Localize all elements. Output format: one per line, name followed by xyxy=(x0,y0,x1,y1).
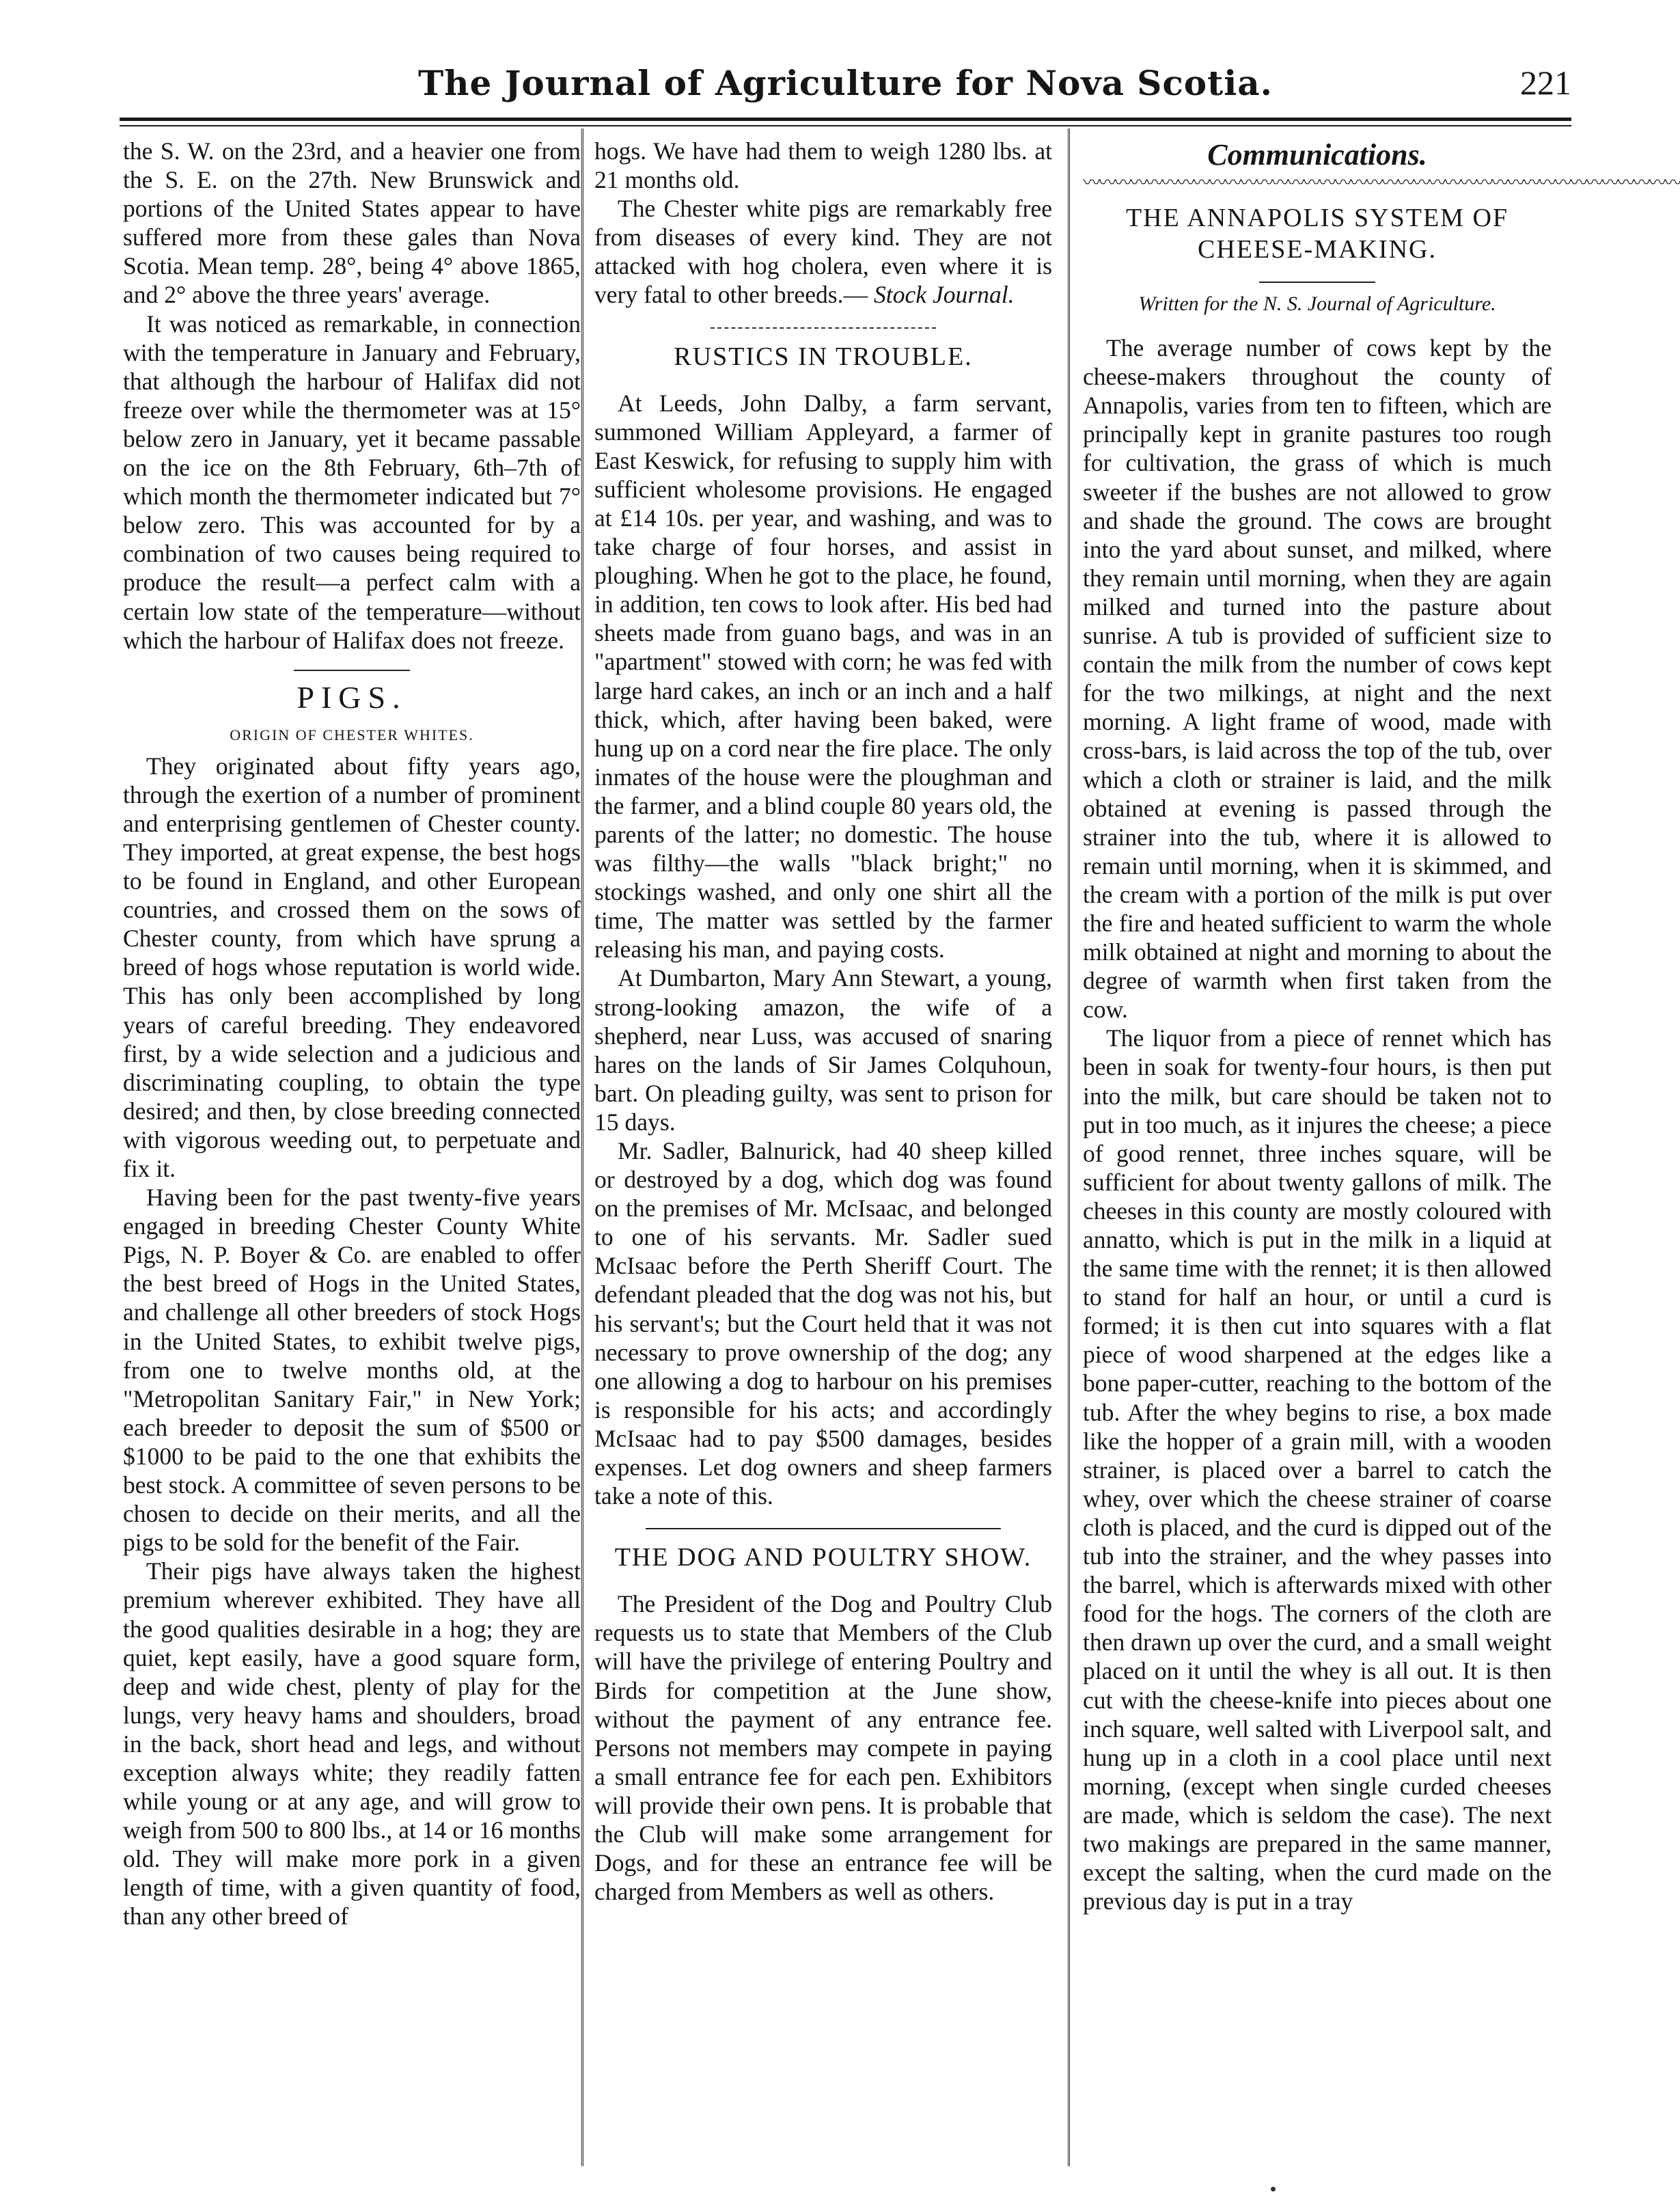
weather-paragraph-continued: the S. W. on the 23rd, and a heavier one from the S. E. on the 27th. New Brunswick and portions of the United States appear to have suffered more from these gales than Nova Scotia. Mean temp. 28°, being 4° above 1865, and 2° above the three years' average. xyxy=(123,137,581,309)
pigs-paragraph-challenge: Having been for the past twenty-five years engaged in breeding Chester County White Pigs, N. P. Boyer & Co. are enabled to offer the best breed of Hogs in the United States, and challenge all other breeders of stock Hogs in the United States, to exhibit twelve pigs, from one to twelve months old, at the "Metropolitan Sanitary Fair," in New York; each breeder to deposit the sum of $500 or $1000 to be paid to the one that exhibits the best stock. A committee of seven persons to be chosen to decide on their merits, and all the pigs to be sold for the benefit of the Fair. xyxy=(123,1184,581,1557)
section-rule-dashed xyxy=(711,327,936,329)
column-middle xyxy=(594,137,1052,2159)
wavy-rule: 〰〰〰〰〰〰〰〰〰〰〰〰〰〰〰〰〰〰〰〰〰〰〰〰〰〰〰〰〰〰〰〰〰〰〰〰〰〰 xyxy=(1083,173,1680,193)
cheese-paragraph-rennet: The liquor from a piece of rennet which has been in soak for twenty-four hours, is then put into the milk, but care should be taken not to put in too much, as it injures the cheese; a piece of good rennet, three inches square, will be sufficient for about twenty gallons of milk. The cheeses in this county are mostly coloured with annatto, which is put in the milk in a liquid at the same time with the rennet; it is then allowed to stand for half an hour, or until a curd is formed; it is then cut into squares with a flat piece of wood sharpened at the edges like a bone paper-cutter, reaching to the bottom of the tub. After the whey begins to rise, a box made like the hopper of a grain mill, with a wooden strainer, is placed over a barrel to catch the whey, over which the cheese strainer of coarse cloth is placed, and the curd is dipped out of the tub into the strainer, and the whey passes into the barrel, which is afterwards mixed with other food for the hogs. The corners of the cloth are then drawn up over the curd, and a small weight placed on it until the whey is all out. It is then cut with the cheese-knife into pieces about one inch square, well salted with Liverpool salt, and hung up in a cloth in a cool place until next morning, (except when single curded cheeses are made, which is seldom the case). The next two makings are prepared in the same manner, except the salting, when the curd made on the previous day is put in a tray xyxy=(1083,1024,1552,1915)
running-title: The Journal of Agriculture for Nova Scotia. xyxy=(417,63,1273,103)
header-rule-thick xyxy=(120,118,1571,121)
cheese-heading: THE ANNAPOLIS SYSTEM OF CHEESE-MAKING. xyxy=(1125,204,1509,264)
pigs-paragraph-qualities: Their pigs have always taken the highest premium wherever exhibited. They have all the good qualities desirable in a hog; they are quiet, kept easily, have a good square form, deep and wide chest, plenty of play for the lungs, very heavy hams and shoulders, broad in the back, short head and legs, and without exception always white; they readily fatten while young or at any age, and will grow to weigh from 500 to 800 lbs., at 14 or 16 months old. They will make more pork in a given length of time, with a given quantity of food, than any other breed of xyxy=(123,1557,581,1930)
cheese-paragraph-cows: The average number of cows kept by the cheese-makers throughout the county of Annapolis, varies from ten to fifteen, which are principally kept in granite pastures too rough for cultivation, the grass of which is much sweeter if the bushes are not allowed to grow and shade the ground. The cows are brought into the yard about sunset, and milked, where they remain until morning, when they are again milked and turned into the pasture about sunrise. A tub is provided of sufficient size to contain the milk from the number of cows kept for the two milkings, at night and the next morning. A light frame of wood, made with cross-bars, is laid across the top of the tub, over which a cloth or strainer is laid, and the milk obtained at evening is passed through the strainer into the tub, where it is allowed to remain until morning, when it is skimmed, and the cream with a portion of the milk is put over the fire and heated sufficient to warm the whole milk obtained at night and morning to about the degree of warmth when first taken from the cow. xyxy=(1083,334,1552,1024)
pigs-heading: PIGS. xyxy=(297,679,407,715)
page-header xyxy=(120,60,1571,115)
pigs-paragraph-disease xyxy=(594,194,1052,309)
dog-show-paragraph: The President of the Dog and Poultry Club requests us to state that Members of the Club will have the privilege of entering Poultry and Birds for competition at the June show, without the payment of any entrance fee. Persons not members may compete in paying a small entrance fee for each pen. Exhibitors will provide their own pens. It is probable that the Club will make some arrangement for Dogs, and for these an entrance fee will be charged from Members as well as others. xyxy=(594,1590,1052,1906)
rustics-heading: RUSTICS IN TROUBLE. xyxy=(674,342,973,371)
rustics-paragraph-dumbarton: At Dumbarton, Mary Ann Stewart, a young, strong-looking amazon, the wife of a shepherd, near Luss, was accused of snaring hares on the lands of Sir James Colquhoun, bart. On pleading guilty, was sent to prison for 15 days. xyxy=(594,964,1052,1136)
page-number: 221 xyxy=(1520,64,1571,102)
harbour-paragraph: It was noticed as remarkable, in connection with the temperature in January and February, that although the harbour of Halifax did not freeze over while the thermometer was at 15° below zero in January, yet it became passable on the ice on the 8th February, 6th–7th of which month the thermometer indicated but 7° below zero. This was accounted for by a combination of two causes being required to produce the result—a perfect calm with a certain low state of the temperature—without which the harbour of Halifax does not freeze. xyxy=(123,310,581,654)
column-divider-right xyxy=(1068,128,1072,2166)
disease-text: The Chester white pigs are remarkably free from diseases of every kind. They are not attacked with hog cholera, even where it is very fatal to other breeds.— xyxy=(594,195,1052,309)
header-rule-thin xyxy=(120,125,1571,126)
byline: Written for the N. S. Journal of Agriculture. xyxy=(1138,292,1496,315)
column-right xyxy=(1083,137,1680,2159)
pigs-paragraph-continued: hogs. We have had them to weigh 1280 lbs. at 21 months old. xyxy=(594,137,1052,194)
rustics-paragraph-leeds: At Leeds, John Dalby, a farm servant, summoned William Appleyard, a farmer of East Keswick, for refusing to supply him with sufficient wholesome provisions. He engaged at £14 10s. per year, and washing, and was to take charge of four horses, and assist in ploughing. When he got to the place, he found, in addition, ten cows to look after. His bed had sheets made from guano bags, and was in an "apartment" stowed with corn; he was fed with large hard cakes, an inch or an inch and a half thick, which, after having been baked, were hung up on a cord near the fire place. The only inmates of the house were the ploughman and the farmer, and a blind couple 80 years old, the parents of the latter; no domestic. The house was filthy—the walls "black bright;" no stockings washed, and only one shirt all the time, The matter was settled by the farmer releasing his man, and paying costs. xyxy=(594,389,1052,964)
rustics-paragraph-sadler: Mr. Sadler, Balnurick, had 40 sheep killed or destroyed by a dog, which dog was found on the premises of Mr. McIsaac, and belonged to one of his servants. Mr. Sadler sued McIsaac before the Perth Sheriff Court. The defendant pleaded that the dog was not his, but his servant's; but the Court held that it was not necessary to prove ownership of the dog; any one allowing a dog to harbour on his premises is responsible for his acts; and accordingly McIsaac had to pay $500 damages, besides expenses. Let dog owners and sheep farmers take a note of this. xyxy=(594,1137,1052,1510)
dog-show-heading: THE DOG AND POULTRY SHOW. xyxy=(614,1543,1032,1572)
section-rule xyxy=(294,670,410,671)
pigs-subheading: ORIGIN OF CHESTER WHITES. xyxy=(230,726,474,743)
column-divider-left xyxy=(581,128,586,2166)
column-left xyxy=(123,137,581,2159)
section-rule xyxy=(1259,282,1375,283)
source-credit: Stock Journal. xyxy=(874,281,1015,309)
communications-title: Communications. xyxy=(1207,138,1427,172)
pigs-paragraph-origin: They originated about fifty years ago, through the exertion of a number of prominent and enterprising gentlemen of Chester county. They imported, at great expense, the best hogs to be found in England, and other European countries, and crossed them on the sows of Chester county, from which have sprung a breed of hogs whose reputation is world wide. This has only been accomplished by long years of careful breeding. They endeavored first, by a wide selection and a judicious and discriminating coupling, to obtain the type desired; and then, by close breeding connected with vigorous weeding out, to perpetuate and fix it. xyxy=(123,752,581,1182)
section-rule xyxy=(646,1528,1001,1529)
ink-speck xyxy=(1271,2187,1276,2191)
